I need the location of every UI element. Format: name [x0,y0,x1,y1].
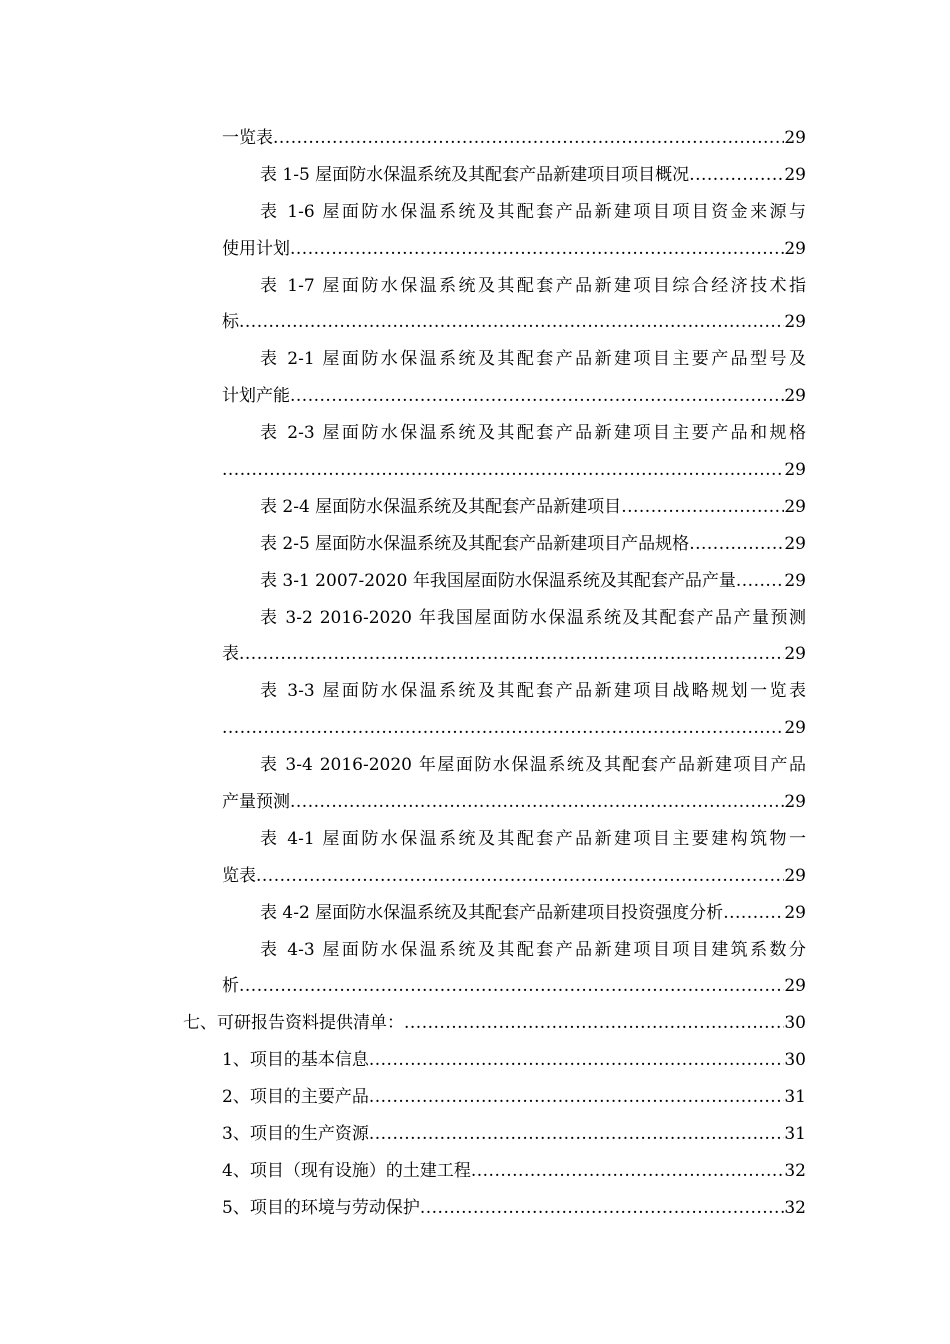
toc-page-number: 29 [784,902,806,923]
toc-entry[interactable] [0,120,950,157]
toc-dot-leader [273,120,784,157]
toc-page-number: 29 [784,792,806,813]
toc-entry-title: 一览表 [222,128,273,148]
toc-dot-leader [471,1153,785,1190]
toc-dot-leader [222,710,784,747]
toc-dot-leader [420,1190,785,1227]
toc-entry[interactable] [0,1005,950,1042]
toc-entry[interactable] [0,1079,950,1116]
toc-page-number: 29 [784,460,806,481]
toc-entry-title: 表 1-5 屋面防水保温系统及其配套产品新建项目项目概况 [260,164,690,185]
toc-entry-title: 表 [222,644,239,665]
toc-page-number: 29 [784,164,806,185]
toc-entry[interactable] [0,489,950,526]
toc-page-number: 29 [784,976,806,997]
toc-page-number: 30 [784,1013,806,1034]
toc-entry-title: 表 2-3 屋面防水保温系统及其配套产品新建项目主要产品和规格 [260,423,806,444]
toc-entry-title: 表 3-3 屋面防水保温系统及其配套产品新建项目战略规划一览表 [260,681,806,702]
toc-entry[interactable] [0,821,950,858]
toc-page-number: 32 [784,1197,806,1218]
toc-dot-leader [404,1005,784,1042]
toc-dot-leader [239,304,784,341]
toc-entry[interactable] [0,1042,950,1079]
toc-entry[interactable] [0,932,950,969]
table-of-contents [0,120,950,1227]
toc-dot-leader [290,378,784,415]
toc-entry[interactable] [0,636,950,673]
toc-entry-title: 表 2-4 屋面防水保温系统及其配套产品新建项目 [260,496,622,517]
toc-dot-leader [239,636,784,673]
toc-entry[interactable] [0,526,950,563]
toc-entry-title: 4、项目（现有设施）的土建工程 [222,1160,471,1181]
toc-entry-title: 标 [222,312,239,333]
toc-entry-title: 1、项目的基本信息 [222,1050,369,1071]
toc-entry[interactable] [0,341,950,378]
toc-entry-title: 3、项目的生产资源 [222,1124,369,1145]
toc-page-number: 32 [784,1160,806,1181]
toc-entry-title: 表 2-1 屋面防水保温系统及其配套产品新建项目主要产品型号及 [260,349,806,370]
toc-page-number: 29 [784,865,806,886]
toc-dot-leader [723,895,784,932]
toc-page-number: 31 [784,1124,806,1145]
toc-dot-leader [689,526,784,563]
toc-entry-title: 表 2-5 屋面防水保温系统及其配套产品新建项目产品规格 [260,533,690,554]
toc-entry[interactable] [0,231,950,268]
toc-page-number: 29 [784,386,806,407]
toc-entry-title: 览表 [222,865,256,886]
toc-entry[interactable] [0,600,950,637]
toc-entry[interactable] [0,268,950,305]
toc-page-number: 29 [784,718,806,739]
toc-entry-title: 表 3-1 2007-2020 年我国屋面防水保温系统及其配套产品产量 [260,570,736,591]
toc-dot-leader [290,784,784,821]
toc-entry[interactable] [0,1116,950,1153]
toc-entry[interactable] [0,784,950,821]
toc-page-number: 31 [784,1087,806,1108]
toc-entry-title: 表 3-4 2016-2020 年屋面防水保温系统及其配套产品新建项目产品 [260,755,806,776]
toc-entry[interactable] [0,673,950,710]
toc-entry-title: 七、可研报告资料提供清单： [183,1013,404,1034]
toc-entry-title: 表 4-2 屋面防水保温系统及其配套产品新建项目投资强度分析 [260,902,724,923]
toc-page-number: 29 [784,238,806,259]
toc-entry-title: 表 4-1 屋面防水保温系统及其配套产品新建项目主要建构筑物一 [260,828,806,849]
toc-page-number: 29 [784,496,806,517]
toc-entry[interactable] [0,1153,950,1190]
toc-dot-leader [290,231,784,268]
toc-entry-title: 表 1-6 屋面防水保温系统及其配套产品新建项目项目资金来源与 [260,201,806,222]
toc-entry[interactable] [0,563,950,600]
toc-entry[interactable] [0,1190,950,1227]
toc-dot-leader [369,1079,785,1116]
toc-page-number: 29 [784,128,806,148]
toc-entry[interactable] [0,452,950,489]
toc-entry-title: 产量预测 [222,792,290,813]
toc-entry[interactable] [0,710,950,747]
toc-entry[interactable] [0,968,950,1005]
toc-entry-title: 使用计划 [222,238,290,259]
toc-entry[interactable] [0,194,950,231]
toc-dot-leader [369,1042,785,1079]
toc-entry[interactable] [0,157,950,194]
toc-entry[interactable] [0,378,950,415]
toc-entry-title: 计划产能 [222,386,290,407]
toc-dot-leader [222,452,784,489]
toc-entry-title: 表 4-3 屋面防水保温系统及其配套产品新建项目项目建筑系数分 [260,939,806,960]
toc-dot-leader [621,489,784,526]
toc-entry[interactable] [0,895,950,932]
toc-entry-title: 5、项目的环境与劳动保护 [222,1197,420,1218]
toc-page-number: 29 [784,570,806,591]
toc-dot-leader [736,563,785,600]
toc-dot-leader [256,858,784,895]
toc-entry-title: 表 1-7 屋面防水保温系统及其配套产品新建项目综合经济技术指 [260,275,806,296]
toc-page-number: 30 [784,1050,806,1071]
toc-dot-leader [239,968,784,1005]
toc-entry[interactable] [0,858,950,895]
toc-entry-title: 2、项目的主要产品 [222,1087,369,1108]
toc-dot-leader [689,157,784,194]
toc-entry-title: 表 3-2 2016-2020 年我国屋面防水保温系统及其配套产品产量预测 [260,607,806,628]
toc-entry[interactable] [0,747,950,784]
toc-entry-title: 析 [222,976,239,997]
toc-page-number: 29 [784,312,806,333]
toc-page-number: 29 [784,644,806,665]
toc-entry[interactable] [0,304,950,341]
toc-entry[interactable] [0,415,950,452]
toc-dot-leader [369,1116,785,1153]
toc-page-number: 29 [784,533,806,554]
